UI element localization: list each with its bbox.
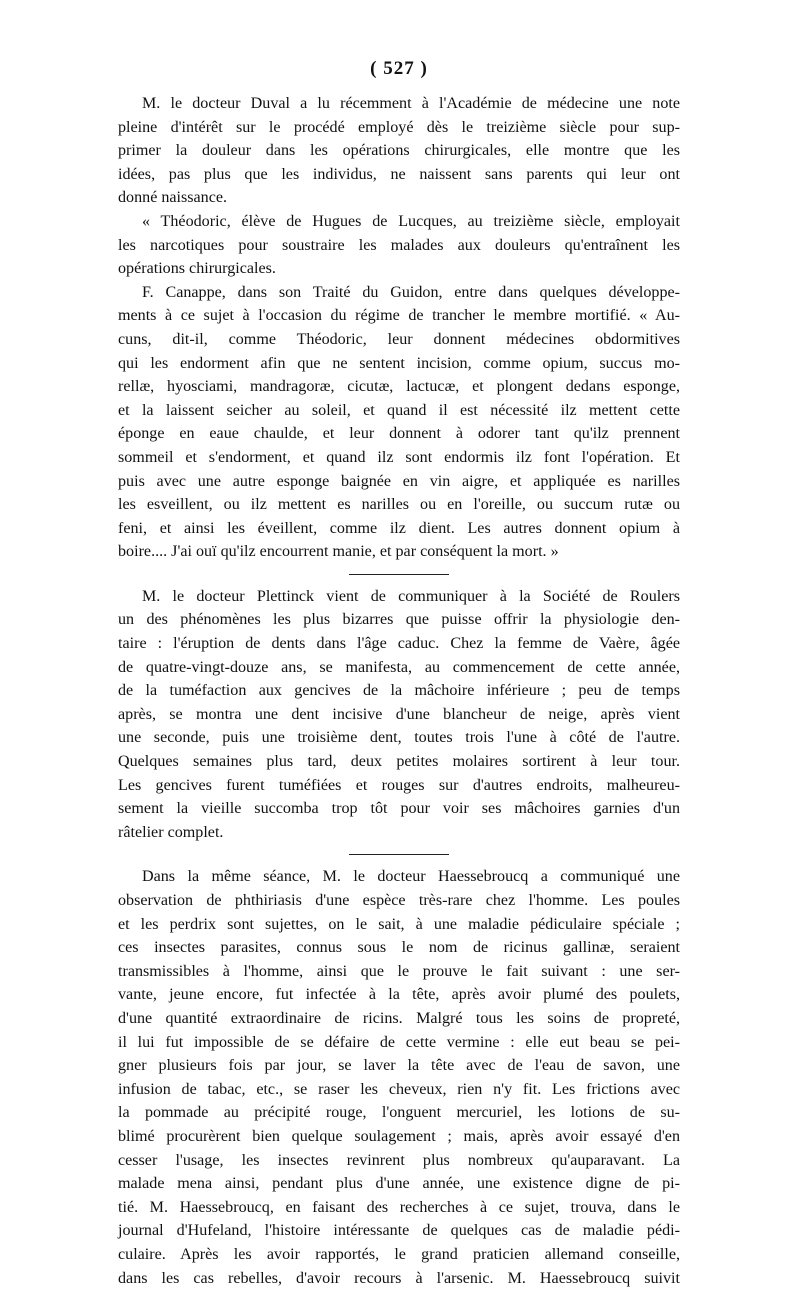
text-line: infusion de tabac, etc., se raser les cheveux, rien n'y fit. Les frictions avec (118, 1078, 680, 1102)
text-line: dans les cas rebelles, d'avoir recours à l'arsenic. M. Haessebroucq suivit (118, 1267, 680, 1290)
text-line: idées, pas plus que les individus, ne naissent sans parents qui leur ont (118, 163, 680, 187)
text-line: malade mena ainsi, pendant plus d'une année, une existence digne de pi- (118, 1172, 680, 1196)
paragraph-canappe (118, 281, 680, 564)
text-line: primer la douleur dans les opérations chirurgicales, elle montre que les (118, 139, 680, 163)
text-line: après, se montra une dent incisive d'une blancheur de neige, après vient (118, 703, 680, 727)
page (118, 58, 680, 1290)
paragraph-duval-note (118, 92, 680, 210)
section-divider (349, 574, 449, 575)
text-line: tié. M. Haessebroucq, en faisant des recherches à ce sujet, trouva, dans le (118, 1196, 680, 1220)
text-line: pleine d'intérêt sur le procédé employé dès le treizième siècle pour sup- (118, 116, 680, 140)
text-line: boire.... J'ai ouï qu'ilz encourrent manie, et par conséquent la mort. » (118, 540, 680, 564)
text-line: M. le docteur Plettinck vient de communiquer à la Société de Roulers (118, 585, 680, 609)
text-line: puis avec une autre esponge baignée en vin aigre, et appliquée es narilles (118, 470, 680, 494)
text-line: qui les endorment afin que ne sentent incision, comme opium, succus mo- (118, 352, 680, 376)
section-divider (349, 854, 449, 855)
text-line: culaire. Après les avoir rapportés, le grand praticien allemand conseille, (118, 1243, 680, 1267)
text-line: donné naissance. (118, 186, 680, 210)
text-line: gner plusieurs fois par jour, se laver la tête avec de l'eau de savon, une (118, 1054, 680, 1078)
text-line: sement la vieille succomba trop tôt pour voir ses mâchoires garnies d'un (118, 797, 680, 821)
text-line: un des phénomènes les plus bizarres que puisse offrir la physiologie den- (118, 608, 680, 632)
text-line: la pommade au précipité rouge, l'onguent mercuriel, les lotions de su- (118, 1101, 680, 1125)
text-line: taire : l'éruption de dents dans l'âge caduc. Chez la femme de Vaère, âgée (118, 632, 680, 656)
text-line: de la tuméfaction aux gencives de la mâchoire inférieure ; peu de temps (118, 679, 680, 703)
text-line: blimé procurèrent bien quelque soulagement ; mais, après avoir essayé d'en (118, 1125, 680, 1149)
text-line: et la laissent seicher au soleil, et quand il est nécessité ilz mettent cette (118, 399, 680, 423)
text-line: ments à ce sujet à l'occasion du régime de trancher le membre mortifié. « Au- (118, 304, 680, 328)
paragraph-haessebroucq (118, 865, 680, 1290)
paragraph-theodoric (118, 210, 680, 281)
text-line: cesser l'usage, les insectes revinrent plus nombreux qu'auparavant. La (118, 1149, 680, 1173)
text-line: et les perdrix sont sujettes, on le sait, à une maladie pédiculaire spéciale ; (118, 913, 680, 937)
text-line: « Théodoric, élève de Hugues de Lucques, au treizième siècle, employait (118, 210, 680, 234)
text-line: de quatre-vingt-douze ans, se manifesta, au commencement de cette année, (118, 656, 680, 680)
text-line: Quelques semaines plus tard, deux petites molaires sortirent à leur tour. (118, 750, 680, 774)
text-line: il lui fut impossible de se défaire de cette vermine : elle eut beau se pei- (118, 1031, 680, 1055)
text-line: ces insectes parasites, connus sous le nom de ricinus gallinæ, seraient (118, 936, 680, 960)
text-line: cuns, dit-il, comme Théodoric, leur donnent médecines obdormitives (118, 328, 680, 352)
text-line: journal d'Hufeland, l'histoire intéressante de quelques cas de maladie pédi- (118, 1219, 680, 1243)
text-line: éponge en eaue chaulde, et leur donnent à odorer tant qu'ilz prennent (118, 422, 680, 446)
text-line: feni, et ainsi les éveillent, comme ilz dient. Les autres donnent opium à (118, 517, 680, 541)
text-line: Les gencives furent tuméfiées et rouges sur d'autres endroits, malheureu- (118, 774, 680, 798)
text-line: F. Canappe, dans son Traité du Guidon, entre dans quelques développe- (118, 281, 680, 305)
text-line: râtelier complet. (118, 821, 680, 845)
text-line: M. le docteur Duval a lu récemment à l'Académie de médecine une note (118, 92, 680, 116)
paragraph-plettinck (118, 585, 680, 845)
text-line: opérations chirurgicales. (118, 257, 680, 281)
text-line: observation de phthiriasis d'une espèce très-rare chez l'homme. Les poules (118, 889, 680, 913)
text-line: sommeil et s'endorment, et quand ilz sont endormis ilz font l'opération. Et (118, 446, 680, 470)
text-line: une seconde, puis une troisième dent, toutes trois l'une à côté de l'autre. (118, 726, 680, 750)
text-line: d'une quantité extraordinaire de ricins. Malgré tous les soins de propreté, (118, 1007, 680, 1031)
page-number: ( 527 ) (118, 58, 680, 80)
text-line: transmissibles à l'homme, ainsi que le prouve le fait suivant : une ser- (118, 960, 680, 984)
text-line: les esveillent, ou ilz mettent es narilles ou en l'oreille, ou succum rutæ ou (118, 493, 680, 517)
text-line: rellæ, hyosciami, mandragoræ, cicutæ, lactucæ, et plongent dedans esponge, (118, 375, 680, 399)
text-line: les narcotiques pour soustraire les malades aux douleurs qu'entraînent les (118, 234, 680, 258)
text-line: vante, jeune encore, fut infectée à la tête, après avoir plumé des poulets, (118, 983, 680, 1007)
text-line: Dans la même séance, M. le docteur Haessebroucq a communiqué une (118, 865, 680, 889)
